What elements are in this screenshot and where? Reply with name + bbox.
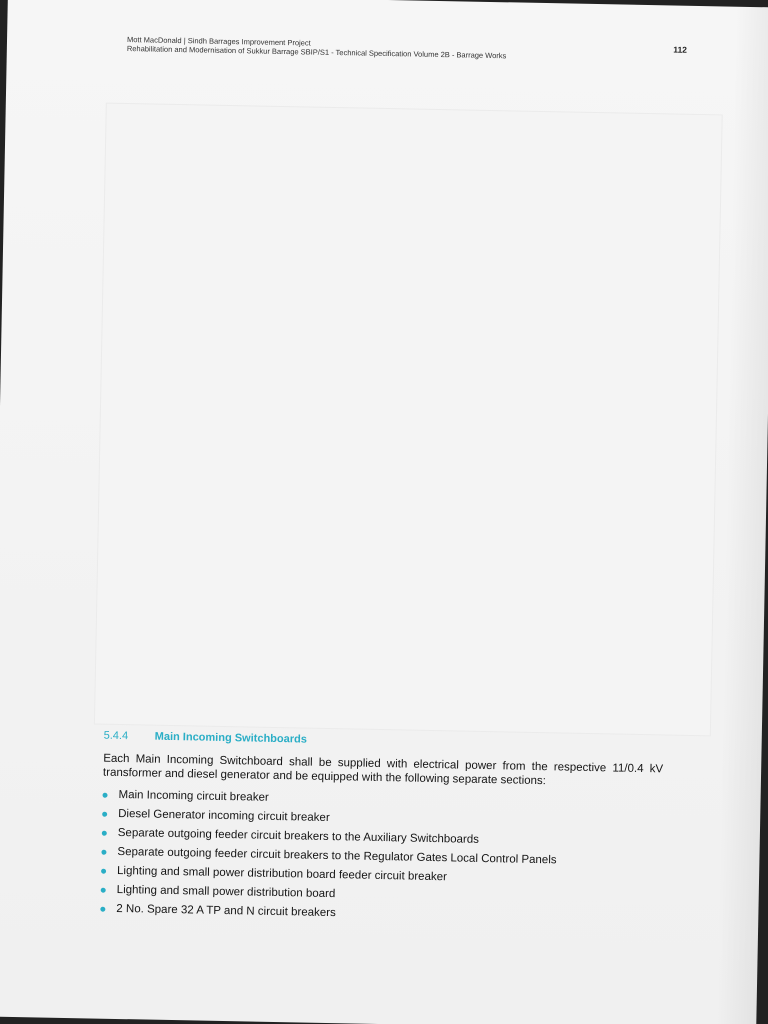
bullet-icon bbox=[102, 793, 107, 798]
list-item-text: Separate outgoing feeder circuit breakers to the Regulator Gates Local Control Panels bbox=[117, 845, 557, 867]
section-bullet-list bbox=[100, 786, 662, 930]
section-number: 5.4.4 bbox=[103, 729, 129, 743]
header-line-1: Mott MacDonald | Sindh Barrages Improvement Project bbox=[126, 34, 311, 48]
bullet-icon bbox=[101, 850, 106, 855]
bullet-icon bbox=[102, 812, 107, 817]
list-item-text: Diesel Generator incoming circuit breaker bbox=[118, 807, 330, 825]
page-shadow-edge bbox=[716, 7, 768, 1024]
page-header bbox=[127, 35, 687, 64]
blank-figure-area bbox=[94, 103, 723, 737]
list-item-text: Lighting and small power distribution board feeder circuit breaker bbox=[116, 864, 448, 884]
list-item-text: Lighting and small power distribution board bbox=[116, 883, 336, 901]
header-line-2: Rehabilitation and Modernisation of Sukkur Barrage SBIP/S1 - Technical Specification Volume 2B - Barrage Works bbox=[126, 43, 507, 61]
list-item-text: 2 No. Spare 32 A TP and N circuit breakers bbox=[116, 902, 336, 920]
bullet-icon bbox=[100, 907, 105, 912]
page-number: 112 bbox=[673, 44, 688, 55]
section-intro-paragraph: Each Main Incoming Switchboard shall be supplied with electrical power from the respective 11/0.4 kV transformer and diesel generator and be equipped with the following separate sections: bbox=[102, 752, 664, 788]
list-item-text: Separate outgoing feeder circuit breakers to the Auxiliary Switchboards bbox=[117, 826, 480, 846]
section-5-4-4 bbox=[100, 730, 664, 930]
bullet-icon bbox=[101, 888, 106, 893]
list-item-text: Main Incoming circuit breaker bbox=[118, 788, 269, 804]
section-title: Main Incoming Switchboards bbox=[154, 730, 308, 746]
bullet-icon bbox=[101, 869, 106, 874]
bullet-icon bbox=[102, 831, 107, 836]
